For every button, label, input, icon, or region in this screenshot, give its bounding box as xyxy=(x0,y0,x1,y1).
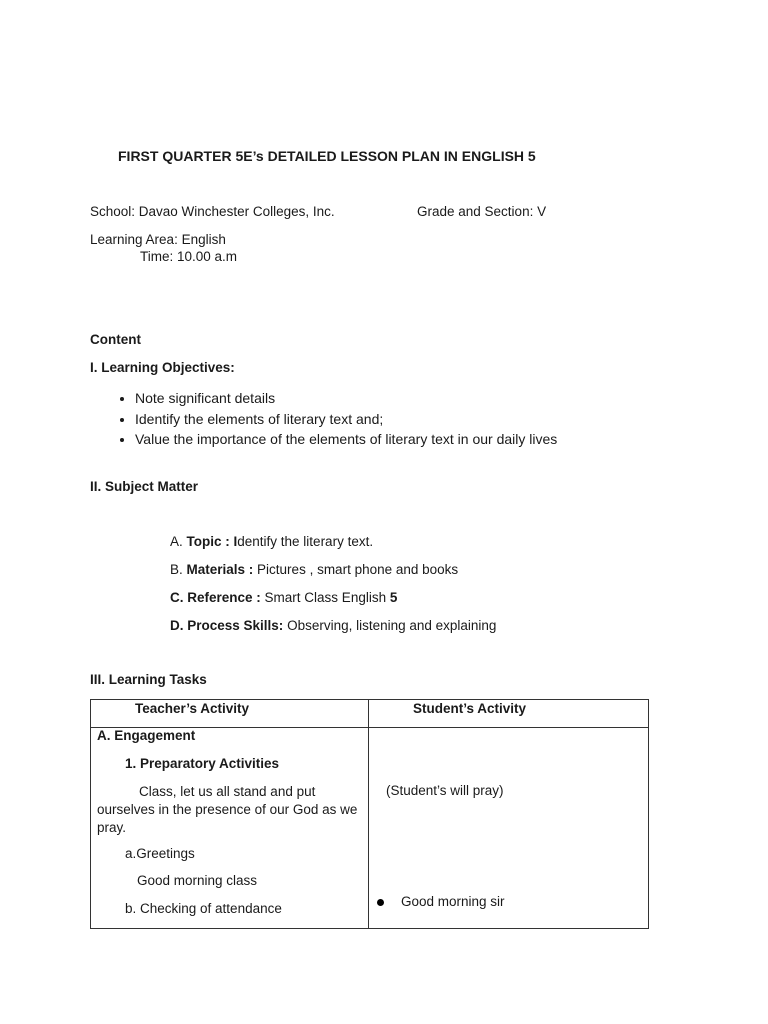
preparatory-heading: 1. Preparatory Activities xyxy=(125,756,280,771)
materials-value: Pictures , smart phone and books xyxy=(253,562,459,577)
subject-matter-heading: II. Subject Matter xyxy=(90,479,199,494)
materials-prefix: B. xyxy=(170,562,187,577)
teacher-activity-cell xyxy=(91,728,369,929)
objective-item: • Identify the elements of literary text and; xyxy=(135,409,557,430)
time-info: Time: 10.00 a.m xyxy=(140,249,238,264)
topic-value: dentify the literary text. xyxy=(237,534,374,549)
reference-label: C. Reference : xyxy=(170,590,261,605)
reference-value: Smart Class English xyxy=(260,590,390,605)
topic-line xyxy=(170,534,373,549)
reference-line xyxy=(170,590,397,605)
attendance-label: b. Checking of attendance xyxy=(125,901,282,916)
good-morning-teacher: Good morning class xyxy=(137,873,258,888)
prayer-text: Class, let us all stand and put ourselves in the presence of our God as we pray. xyxy=(97,784,358,835)
grade-section-info: Grade and Section: V xyxy=(417,204,547,219)
objectives-list xyxy=(90,388,557,450)
learning-tasks-heading: III. Learning Tasks xyxy=(90,672,207,687)
school-info: School: Davao Winchester Colleges, Inc. xyxy=(90,204,335,219)
student-prayer-text: (Student’s will pray) xyxy=(386,783,504,798)
student-greeting-item xyxy=(377,894,505,909)
process-skills-line xyxy=(170,618,496,633)
topic-prefix: A. xyxy=(170,534,187,549)
reference-number: 5 xyxy=(389,590,398,605)
objective-item: • Value the importance of the elements of literary text in our daily lives xyxy=(135,429,557,450)
bullet-icon xyxy=(377,899,384,906)
materials-label: Materials : xyxy=(186,562,254,577)
content-heading: Content xyxy=(90,332,141,347)
teacher-column-label: Teacher’s Activity xyxy=(135,701,250,716)
student-column-label: Student’s Activity xyxy=(413,701,527,716)
teacher-column-header xyxy=(91,700,369,728)
student-column-header xyxy=(369,700,649,728)
process-skills-label: D. Process Skills: xyxy=(170,618,284,633)
document-title: FIRST QUARTER 5E’s DETAILED LESSON PLAN IN ENGLISH 5 xyxy=(118,148,536,164)
materials-line xyxy=(170,562,458,577)
learning-tasks-table xyxy=(90,699,649,929)
student-activity-cell xyxy=(369,728,649,929)
process-skills-value: Observing, listening and explaining xyxy=(283,618,497,633)
topic-label: Topic : I xyxy=(186,534,238,549)
learning-area-info: Learning Area: English xyxy=(90,232,226,247)
objective-item: • Note significant details xyxy=(135,388,557,409)
engagement-heading: A. Engagement xyxy=(97,728,196,743)
student-greeting-text: Good morning sir xyxy=(401,894,505,909)
greetings-label: a.Greetings xyxy=(125,846,195,861)
objectives-heading: I. Learning Objectives: xyxy=(90,360,235,375)
